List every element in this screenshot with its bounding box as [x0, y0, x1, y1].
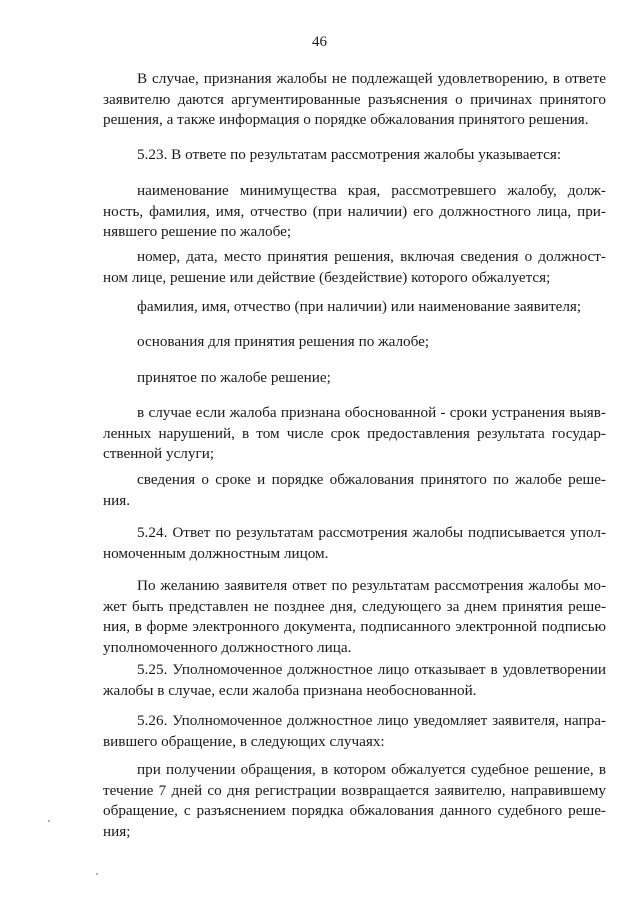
paragraph-authority-name: наименование минимущества края, рассмотревшего жалобу, долж-ность, фамилия, имя, отчество (при наличии) его должностного лица, при-нявшего решение по жалобе;: [103, 182, 606, 240]
paragraph-appeal-procedure: сведения о сроке и порядке обжалования принятого по жалобе реше-ния.: [103, 471, 606, 509]
paragraph-decision-taken: принятое по жалобе решение;: [137, 369, 331, 386]
paragraph-complaint-rejected: В случае, признания жалобы не подлежащей удовлетворению, в ответе заявителю даются аргументированные разъяснения о причинах принятого решения, а также информация о порядке обжалования принятого решения.: [103, 70, 606, 128]
paragraph-electronic-answer: По желанию заявителя ответ по результатам рассмотрения жалобы мо-жет быть представлен не позднее дня, следующего за днем принятия реше-ния, в форме электронного документа, подписанного электронной подписью уполномоченного должностного лица.: [103, 577, 606, 656]
paragraph-5-23: 5.23. В ответе по результатам рассмотрения жалобы указывается:: [137, 146, 562, 163]
paragraph-decision-details: номер, дата, место принятия решения, включая сведения о должност-ном лице, решение или действие (бездействие) которого обжалуется;: [103, 248, 606, 286]
paragraph-elimination-terms: в случае если жалоба признана обоснованной - сроки устранения выяв-ленных нарушений, в том числе срок предоставления результата государ-ственной услуги;: [103, 404, 606, 462]
paragraph-decision-grounds: основания для принятия решения по жалобе;: [137, 333, 430, 350]
page-number: 46: [312, 34, 327, 50]
scan-speck: [96, 873, 98, 875]
paragraph-5-24: 5.24. Ответ по результатам рассмотрения жалобы подписывается упол-номоченным должностным лицом.: [103, 524, 606, 562]
paragraph-5-25: 5.25. Уполномоченное должностное лицо отказывает в удовлетворении жалобы в случае, если жалоба признана необоснованной.: [103, 661, 606, 699]
paragraph-applicant-name: фамилия, имя, отчество (при наличии) или наименование заявителя;: [137, 298, 582, 315]
scan-speck: [48, 820, 50, 822]
paragraph-5-26: 5.26. Уполномоченное должностное лицо уведомляет заявителя, напра-вившего обращение, в следующих случаях:: [103, 712, 606, 750]
paragraph-court-decision: при получении обращения, в котором обжалуется судебное решение, в течение 7 дней со дня регистрации возвращается заявителю, направившему обращение, с разъяснением порядка обжалования данного судебного реше-ния;: [103, 761, 606, 840]
